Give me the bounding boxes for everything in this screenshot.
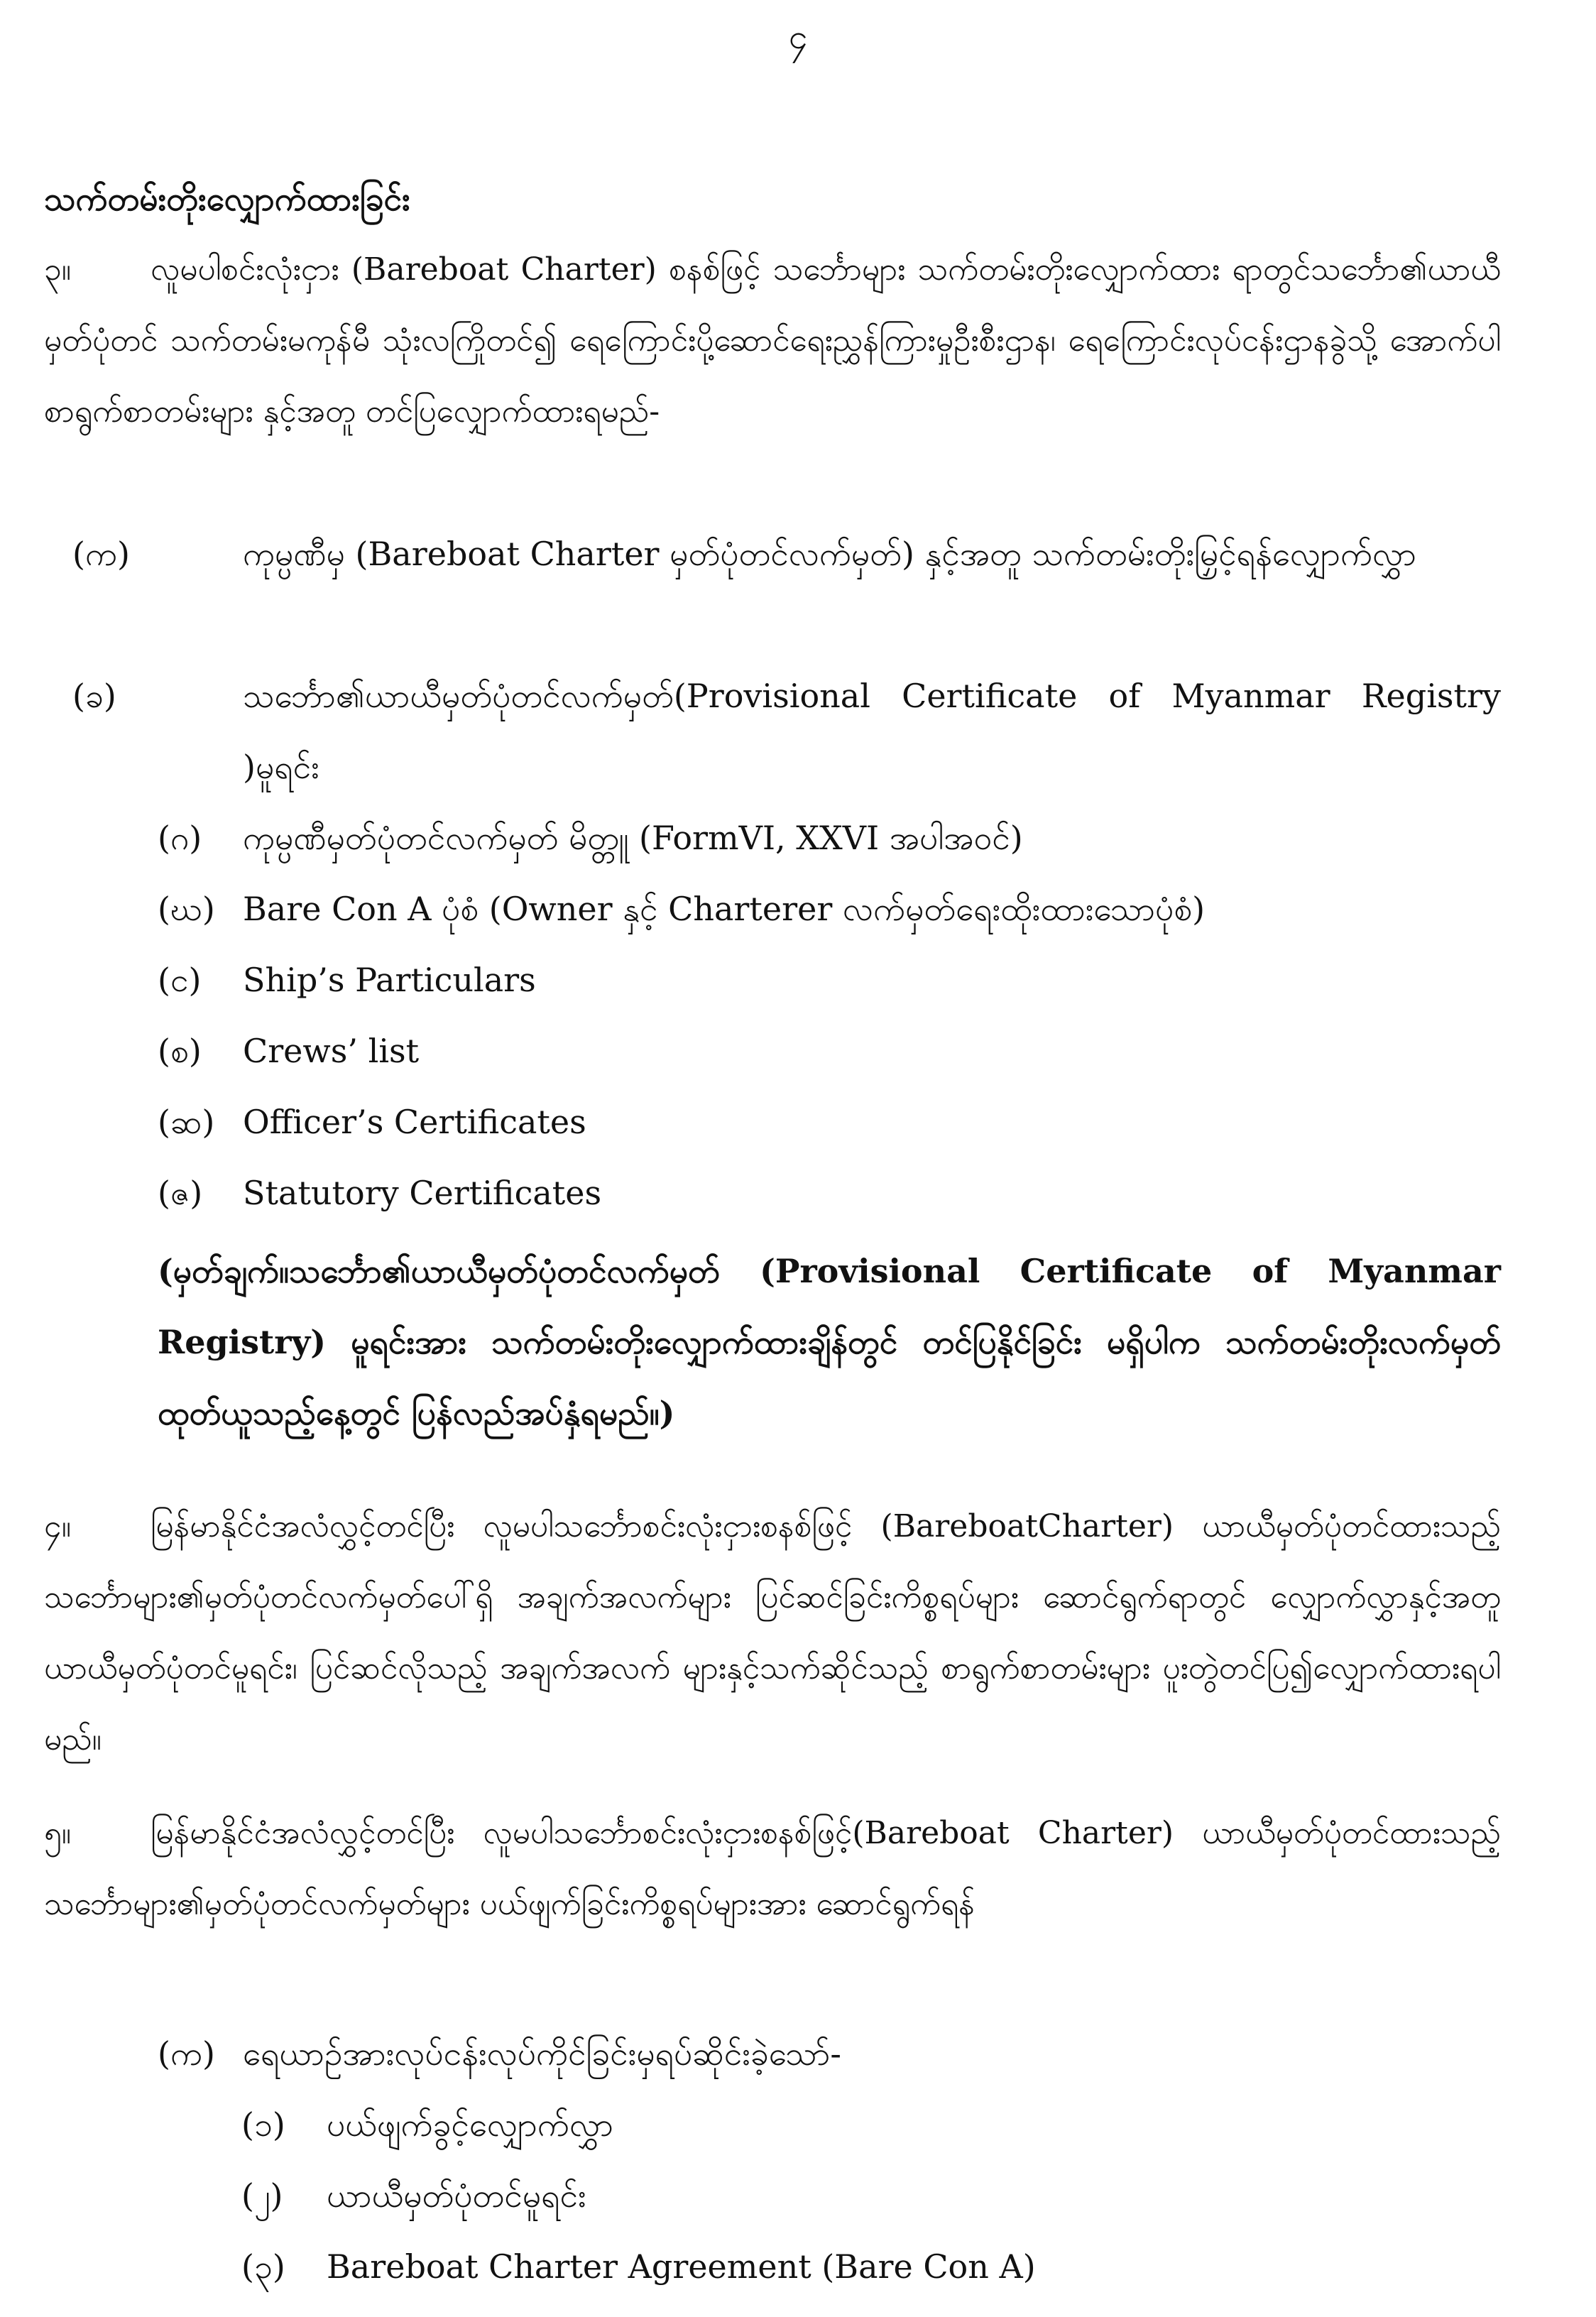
list-marker: (ဇ) (158, 1174, 203, 1212)
paragraph-text: မြန်မာနိုင်ငံအလံလွှင့်တင်ပြီး လူမပါသင်္ဘောစင်းလုံးငှားစနစ်ဖြင့်(Bareboat Charter) ယာယီမှတ်ပုံတင်ထားသည့် သင်္ဘောများ၏မှတ်ပုံတင်လက်မှတ်များ ပယ်ဖျက်ခြင်းကိစ္စရပ်များအား ဆောင်ရွက်ရန် (44, 1815, 1501, 1922)
paragraph-number: ၃။ (44, 251, 72, 288)
list-item-gha (158, 873, 1501, 944)
sub-item-text: ယာယီမှတ်ပုံတင်မူရင်း (327, 2176, 586, 2215)
list-item-sa (158, 1015, 1501, 1086)
list-item-text: Ship’s Particulars (243, 961, 536, 999)
sub-item-2 (241, 2160, 1501, 2231)
paragraph-text: လူမပါစင်းလုံးငှား (Bareboat Charter) စနစ်ဖြင့် သင်္ဘောများ သက်တမ်းတိုးလျှောက်ထား ရာတွင်သင်္ဘော၏ယာယီမှတ်ပုံတင် သက်တမ်းမကုန်မီ သုံးလကြိုတင်၍ ရေကြောင်းပို့ဆောင်ရေးညွှန်ကြားမှုဦးစီးဌာန၊ ရေကြောင်းလုပ်ငန်းဌာနခွဲသို့ အောက်ပါစာရွက်စာတမ်းများ နှင့်အတူ တင်ပြလျှောက်ထားရမည်- (44, 251, 1501, 430)
paragraph-3 (44, 234, 1501, 447)
section-heading: သက်တမ်းတိုးလျှောက်ထားခြင်း (44, 180, 410, 218)
list-item-text: Officer’s Certificates (243, 1103, 586, 1141)
sub-item-3 (241, 2231, 1501, 2302)
list-item-text: ရေယာဉ်အားလုပ်ငန်းလုပ်ကိုင်ခြင်းမှရပ်ဆိုင်းခဲ့သော်- (243, 2034, 841, 2073)
list-item-hsa (158, 1086, 1501, 1157)
sub-item-text: ပယ်ဖျက်ခွင့်လျှောက်လွှာ (327, 2105, 613, 2144)
list-item-nga (158, 944, 1501, 1015)
list-marker: (က) (72, 535, 130, 573)
paragraph-5 (44, 1798, 1501, 1940)
paragraph-number: ၄။ (44, 1508, 72, 1544)
list-marker: (င) (158, 961, 202, 999)
list-marker: (ခ) (72, 677, 116, 715)
list-item-ka-5 (158, 2018, 1501, 2089)
list-item-za (158, 1157, 1501, 1228)
sub-item-1 (241, 2089, 1501, 2160)
paragraph-number: ၅။ (44, 1815, 72, 1851)
list-item-text: Crews’ list (243, 1032, 420, 1070)
list-marker: (ဆ) (158, 1103, 215, 1141)
list-item-text: ကုမ္ပဏီမှ (Bareboat Charter မှတ်ပုံတင်လက်မှတ်) နှင့်အတူ သက်တမ်းတိုးမြှင့်ရန်လျှောက်လွှာ (243, 535, 1417, 573)
page-number: ၄ (788, 17, 808, 57)
sub-item-marker: (၁) (241, 2105, 285, 2144)
list-item-text: Bare Con A ပုံစံ (Owner နှင့် Charterer လက်မှတ်ရေးထိုးထားသောပုံစံ) (243, 890, 1206, 928)
list-item-ga (158, 802, 1501, 873)
list-item-text: Statutory Certificates (243, 1174, 602, 1212)
paragraph-text: မြန်မာနိုင်ငံအလံလွှင့်တင်ပြီး လူမပါသင်္ဘောစင်းလုံးငှားစနစ်ဖြင့် (BareboatCharter) ယာယီမှတ်ပုံတင်ထားသည့် သင်္ဘောများ၏မှတ်ပုံတင်လက်မှတ်ပေါ်ရှိ အချက်အလက်များ ပြင်ဆင်ခြင်းကိစ္စရပ်များ ဆောင်ရွက်ရာတွင် လျှောက်လွှာနှင့်အတူ ယာယီမှတ်ပုံတင်မူရင်း၊ ပြင်ဆင်လိုသည့် အချက်အလက် များနှင့်သက်ဆိုင်သည့် စာရွက်စာတမ်းများ ပူးတွဲတင်ပြ၍လျှောက်ထားရပါမည်။ (44, 1508, 1501, 1757)
list-item-text: သင်္ဘော၏ယာယီမှတ်ပုံတင်လက်မှတ်(Provisional Certificate of Myanmar Registry )မူရင်း (243, 677, 1501, 786)
list-item-text: ကုမ္ပဏီမှတ်ပုံတင်လက်မှတ် မိတ္တူ (FormVI, XXVI အပါအဝင်) (243, 819, 1023, 857)
sub-item-marker: (၃) (241, 2247, 285, 2286)
paragraph-4 (44, 1491, 1501, 1775)
list-marker: (ဃ) (158, 890, 215, 928)
remark-note: (မှတ်ချက်။သင်္ဘော၏ယာယီမှတ်ပုံတင်လက်မှတ် (Provisional Certificate of Myanmar Registry) မူရင်းအား သက်တမ်းတိုးလျှောက်ထားချိန်တွင် တင်ပြနိုင်ခြင်း မရှိပါက သက်တမ်းတိုးလက်မှတ်ထုတ်ယူသည့်နေ့တွင် ပြန်လည်အပ်နှံရမည်။) (158, 1252, 1501, 1432)
sub-item-marker: (၂) (241, 2176, 283, 2215)
list-marker: (ဂ) (158, 819, 202, 857)
sub-item-text: Bareboat Charter Agreement (Bare Con A) (327, 2247, 1036, 2286)
list-item-ka (72, 518, 1501, 589)
list-marker: (စ) (158, 1032, 202, 1070)
list-marker: (က) (158, 2034, 215, 2073)
list-item-kha (72, 660, 1501, 802)
